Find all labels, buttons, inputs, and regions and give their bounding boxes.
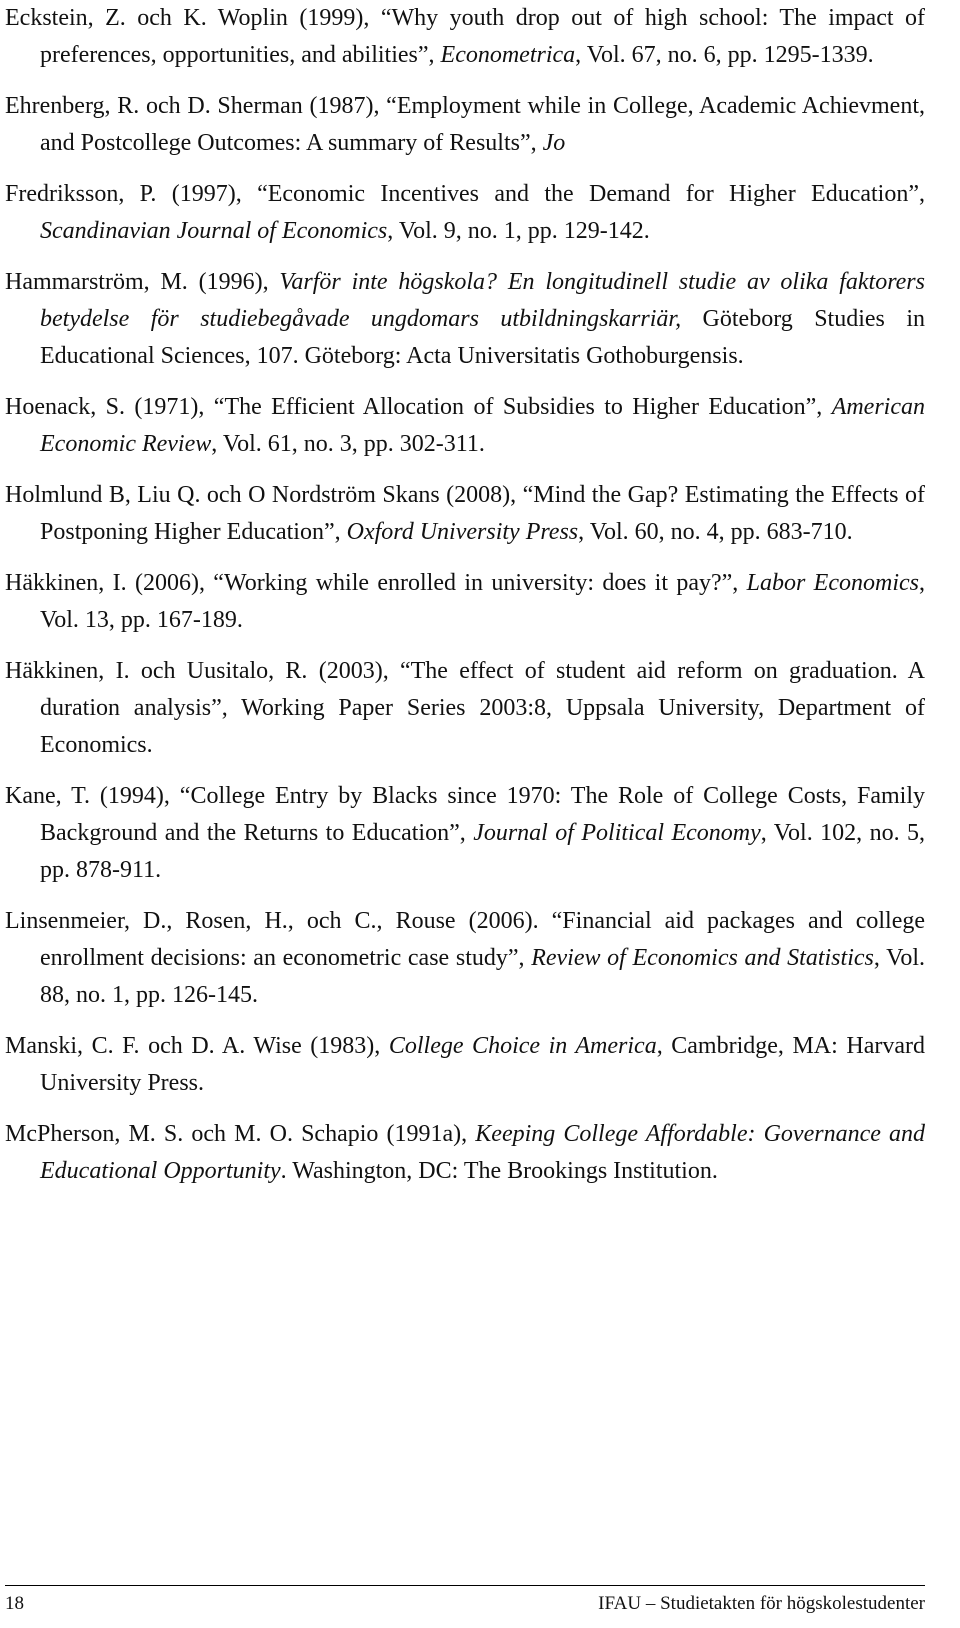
reference-entry: McPherson, M. S. och M. O. Schapio (1991a), Keeping College Affordable: Governance and Educational Opportunity. Washington, DC: The Brookings Institution. [5,1121,926,1184]
reference-entry: Hammarström, M. (1996), Varför inte högskola? En longitudinell studie av olika faktorers betydelse för studiebegåvade ungdomars utbildningskarriär, Göteborg Studies in Educational Sciences, 107. Göteborg: Acta Universitatis Gothoburgensis. [5,269,926,369]
reference-entry: Ehrenberg, R. och D. Sherman (1987), “Employment while in College, Academic Achievment, and Postcollege Outcomes: A summary of Results”, Jo [5,93,925,156]
reference-entry: Linsenmeier, D., Rosen, H., och C., Rouse (2006). “Financial aid packages and college enrollment decisions: an econometric case study”, Review of Economics and Statistics, Vol. 88, no. 1, pp. 126-145. [5,908,926,1008]
reference-entry: Manski, C. F. och D. A. Wise (1983), College Choice in America, Cambridge, MA: Harvard University Press. [5,1033,925,1096]
page-number: 18 [5,1593,24,1614]
reference-entry: Häkkinen, I. (2006), “Working while enrolled in university: does it pay?”, Labor Economics, Vol. 13, pp. 167-189. [5,570,925,633]
reference-entry: Häkkinen, I. och Uusitalo, R. (2003), “The effect of student aid reform on graduation. A duration analysis”, Working Paper Series 2003:8, Uppsala University, Department of Economics. [5,658,925,758]
footer-divider [5,1585,925,1586]
reference-entry: Eckstein, Z. och K. Woplin (1999), “Why youth drop out of high school: The impact of preferences, opportunities, and abilities”, Econometrica, Vol. 67, no. 6, pp. 1295-1339. [5,5,925,68]
reference-entry: Fredriksson, P. (1997), “Economic Incentives and the Demand for Higher Education”, Scandinavian Journal of Economics, Vol. 9, no. 1, pp. 129-142. [5,181,925,244]
reference-entry: Holmlund B, Liu Q. och O Nordström Skans (2008), “Mind the Gap? Estimating the Effects of Postponing Higher Education”, Oxford University Press, Vol. 60, no. 4, pp. 683-710. [5,482,925,545]
reference-entry: Hoenack, S. (1971), “The Efficient Allocation of Subsidies to Higher Education”, American Economic Review, Vol. 61, no. 3, pp. 302-311. [5,394,925,457]
reference-entry: Kane, T. (1994), “College Entry by Blacks since 1970: The Role of College Costs, Family Background and the Returns to Education”, Journal of Political Economy, Vol. 102, no. 5, pp. 878-911. [5,783,925,883]
reference-list [5,0,925,1204]
running-title: IFAU – Studietakten för högskolestudenter [598,1593,925,1614]
